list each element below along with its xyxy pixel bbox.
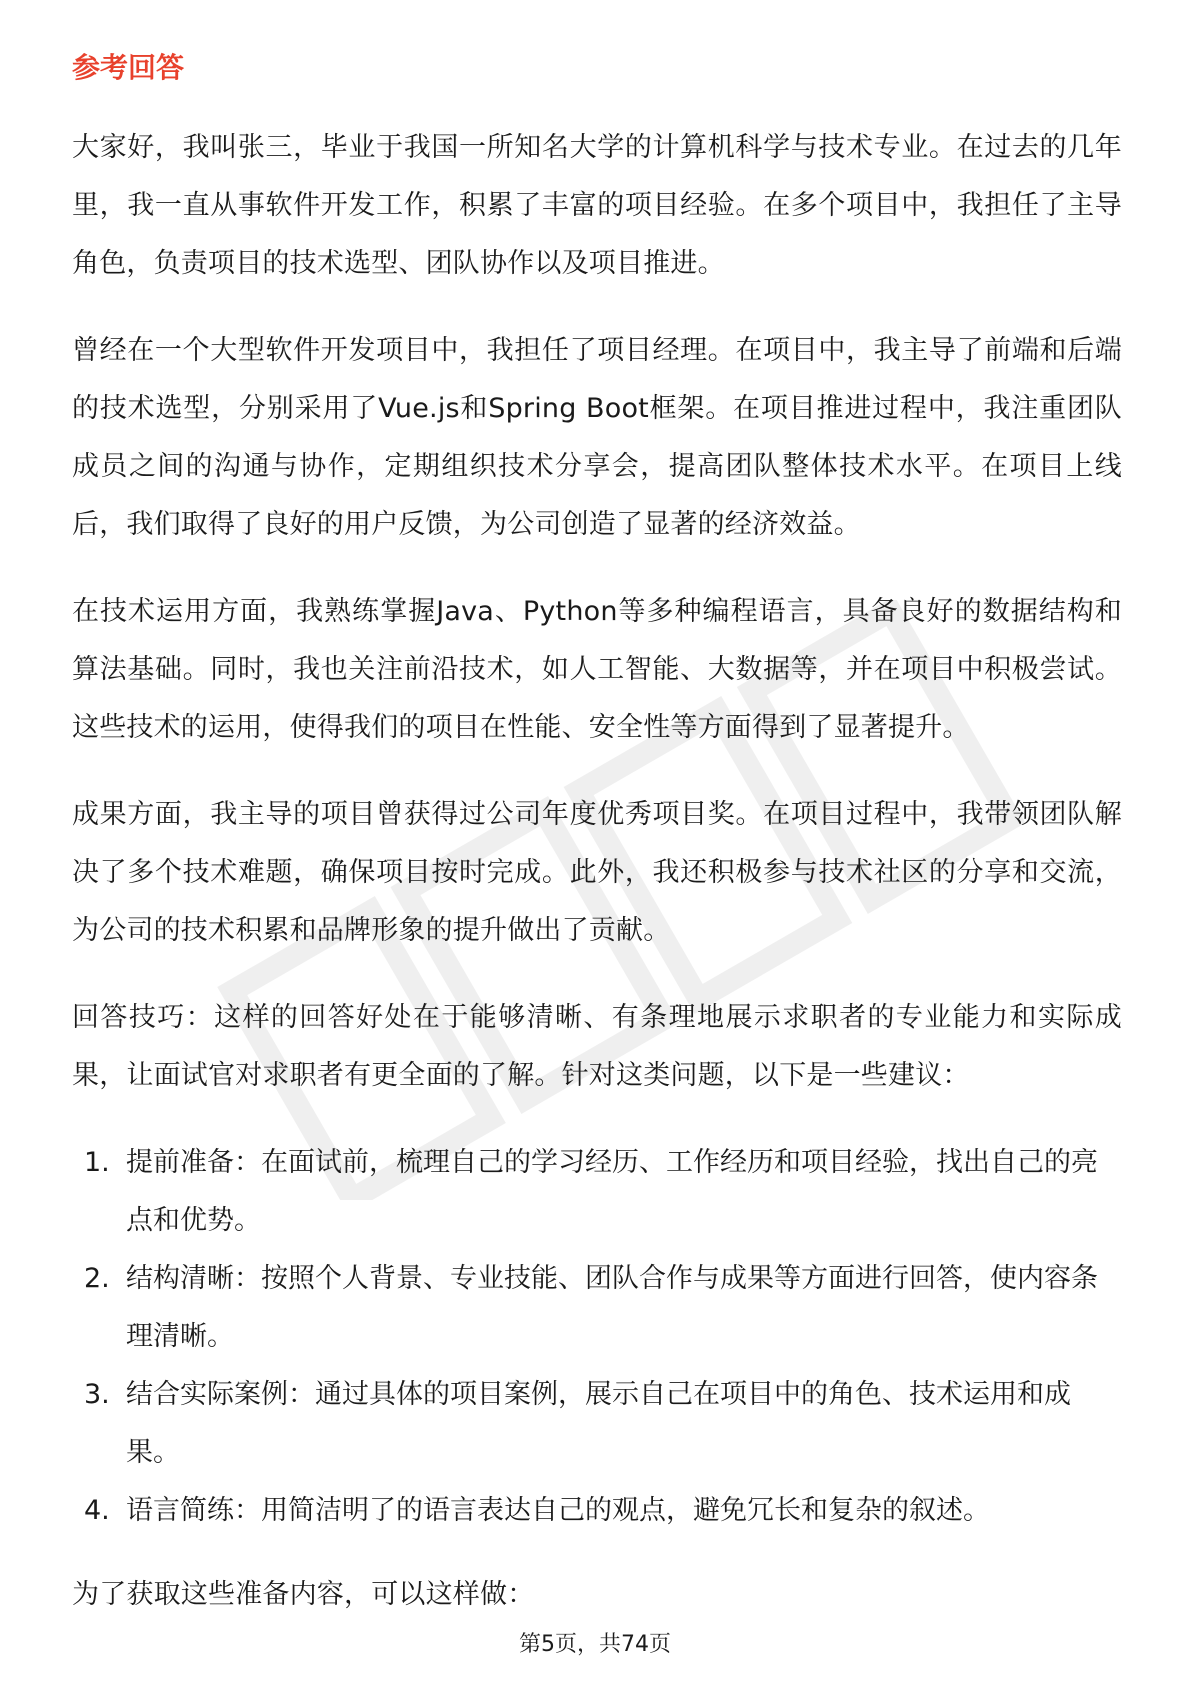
paragraph-tech: 在技术运用方面，我熟练掌握Java、Python等多种编程语言，具备良好的数据结构和算法基础。同时，我也关注前沿技术，如人工智能、大数据等，并在项目中积极尝试。这些技术的运用，使得我们的项目在性能、安全性等方面得到了显著提升。 [72, 596, 1122, 743]
list-item-text: 结构清晰：按照个人背景、专业技能、团队合作与成果等方面进行回答，使内容条理清晰。 [126, 1263, 1098, 1352]
list-item [72, 1366, 1122, 1482]
tips-list [72, 1134, 1122, 1540]
list-item-number: 4. [84, 1495, 110, 1526]
paragraph-project: 曾经在一个大型软件开发项目中，我担任了项目经理。在项目中，我主导了前端和后端的技术选型，分别采用了Vue.js和Spring Boot框架。在项目推进过程中，我注重团队成员之间的沟通与协作，定期组织技术分享会，提高团队整体技术水平。在项目上线后，我们取得了良好的用户反馈，为公司创造了显著的经济效益。 [72, 335, 1122, 540]
list-item-text: 提前准备：在面试前，梳理自己的学习经历、工作经历和项目经验，找出自己的亮点和优势。 [126, 1147, 1098, 1236]
page-number-footer: 第5页，共74页 [519, 1632, 671, 1657]
list-item-number: 3. [84, 1379, 110, 1410]
list-item-number: 1. [84, 1147, 110, 1178]
list-item-number: 2. [84, 1263, 110, 1294]
paragraph-answer-tips: 回答技巧：这样的回答好处在于能够清晰、有条理地展示求职者的专业能力和实际成果，让面试官对求职者有更全面的了解。针对这类问题，以下是一些建议： [72, 1002, 1122, 1091]
paragraph-intro: 大家好，我叫张三，毕业于我国一所知名大学的计算机科学与技术专业。在过去的几年里，我一直从事软件开发工作，积累了丰富的项目经验。在多个项目中，我担任了主导角色，负责项目的技术选型、团队协作以及项目推进。 [72, 132, 1122, 279]
paragraph-closing: 为了获取这些准备内容，可以这样做： [72, 1579, 535, 1610]
list-item-text: 结合实际案例：通过具体的项目案例，展示自己在项目中的角色、技术运用和成果。 [126, 1379, 1071, 1468]
list-item [72, 1482, 1122, 1540]
list-item [72, 1134, 1122, 1250]
paragraph-results: 成果方面，我主导的项目曾获得过公司年度优秀项目奖。在项目过程中，我带领团队解决了多个技术难题，确保项目按时完成。此外，我还积极参与技术社区的分享和交流，为公司的技术积累和品牌形象的提升做出了贡献。 [72, 799, 1122, 946]
list-item [72, 1250, 1122, 1366]
document-page [72, 40, 1122, 1653]
list-item-text: 语言简练：用简洁明了的语言表达自己的观点，避免冗长和复杂的叙述。 [126, 1495, 990, 1526]
section-heading: 参考回答 [72, 51, 185, 84]
